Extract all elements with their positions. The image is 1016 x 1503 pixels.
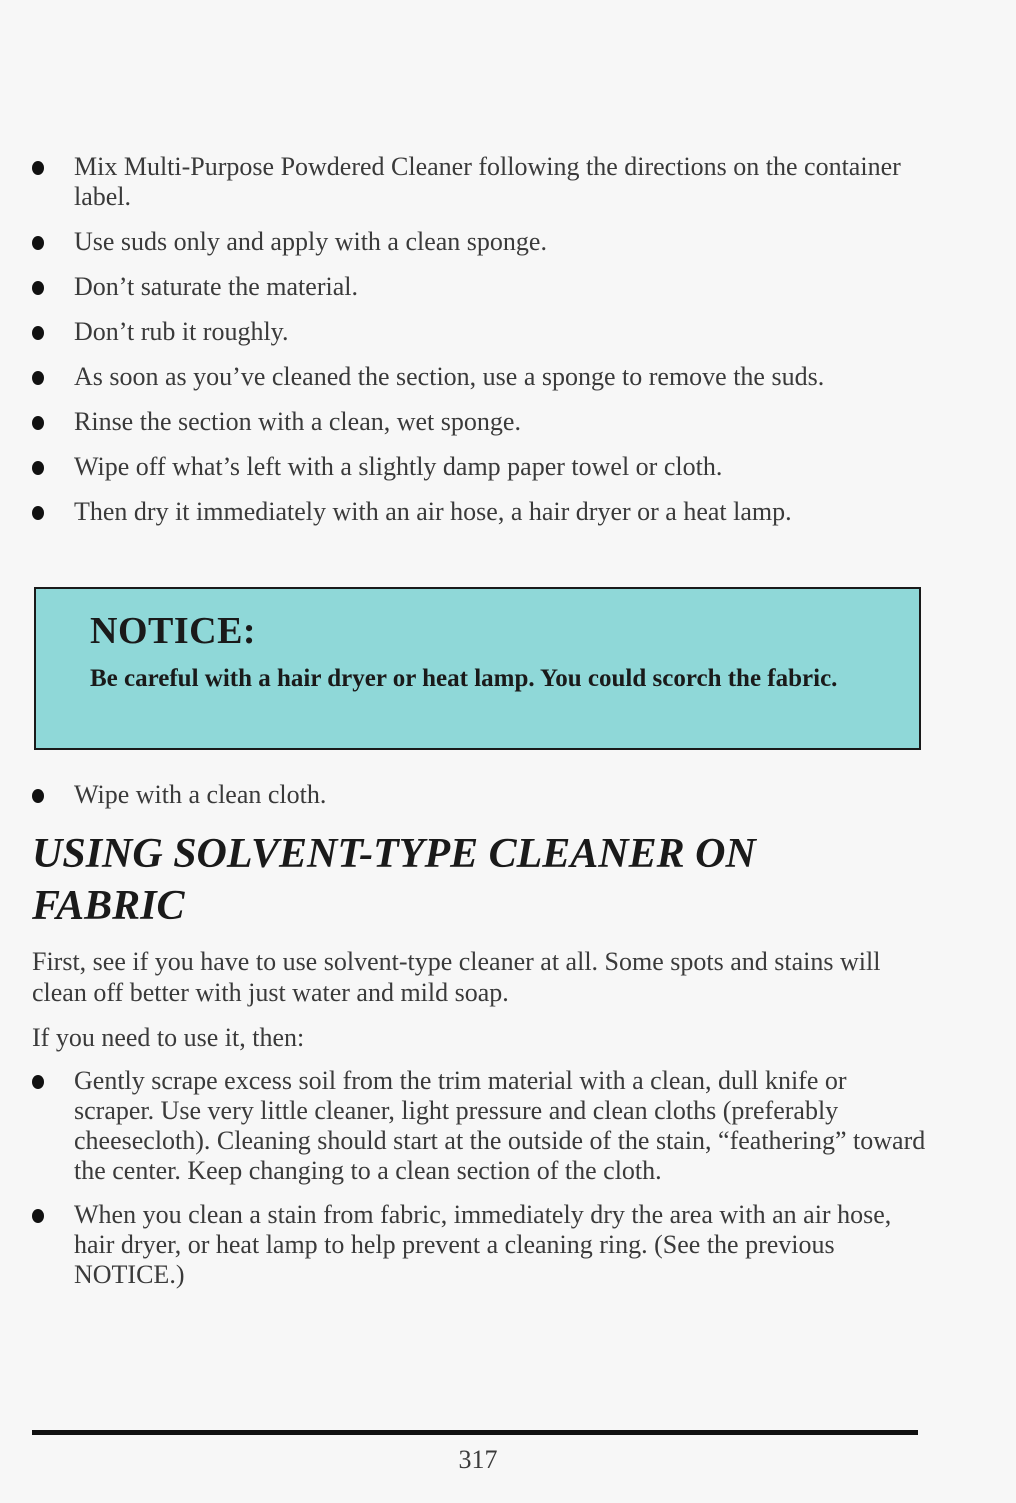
list-item bbox=[0, 497, 1016, 527]
bullet-icon bbox=[32, 371, 44, 385]
list-item-text: Use suds only and apply with a clean sponge. bbox=[74, 227, 547, 256]
bullet-icon bbox=[32, 461, 44, 475]
list-item bbox=[0, 152, 1016, 212]
list-item bbox=[0, 272, 1016, 302]
list-item-text: When you clean a stain from fabric, immediately dry the area with an air hose, hair dryer, or heat lamp to help prevent a cleaning ring. (See the previous NOTICE.) bbox=[74, 1200, 892, 1289]
bullet-icon bbox=[32, 1075, 44, 1089]
list-item bbox=[0, 407, 1016, 437]
notice-box bbox=[34, 587, 921, 750]
bullet-icon bbox=[32, 506, 44, 520]
list-item-text: As soon as you’ve cleaned the section, use a sponge to remove the suds. bbox=[74, 362, 825, 391]
list-item-text: Don’t saturate the material. bbox=[74, 272, 358, 301]
intro-paragraph: First, see if you have to use solvent-type cleaner at all. Some spots and stains will clean off better with just water and mild soap. bbox=[32, 947, 881, 1007]
lead-in-text: If you need to use it, then: bbox=[32, 1023, 305, 1052]
list-item-text: Rinse the section with a clean, wet sponge. bbox=[74, 407, 521, 436]
bullet-icon bbox=[32, 1209, 44, 1223]
cleaning-steps-list bbox=[0, 152, 1016, 527]
page-number: 317 bbox=[458, 1445, 498, 1474]
notice-body: Be careful with a hair dryer or heat lamp. You could scorch the fabric. bbox=[90, 665, 838, 692]
bullet-icon bbox=[32, 326, 44, 340]
solvent-steps-list bbox=[0, 1066, 1016, 1290]
list-item-text: Wipe with a clean cloth. bbox=[74, 780, 327, 809]
list-item-text: Don’t rub it roughly. bbox=[74, 317, 289, 346]
list-item bbox=[0, 362, 1016, 392]
list-item bbox=[0, 317, 1016, 347]
section-heading: USING SOLVENT-TYPE CLEANER ON FABRIC bbox=[32, 831, 756, 929]
list-item bbox=[0, 780, 1016, 810]
footer-divider bbox=[32, 1430, 918, 1435]
notice-title: NOTICE: bbox=[90, 610, 257, 652]
bullet-icon bbox=[32, 789, 44, 803]
bullet-icon bbox=[32, 281, 44, 295]
bullet-icon bbox=[32, 416, 44, 430]
list-item-text: Wipe off what’s left with a slightly damp paper towel or cloth. bbox=[74, 452, 723, 481]
after-notice-list bbox=[0, 780, 1016, 810]
list-item bbox=[0, 1066, 1016, 1186]
list-item bbox=[0, 452, 1016, 482]
list-item-text: Then dry it immediately with an air hose, a hair dryer or a heat lamp. bbox=[74, 497, 792, 526]
list-item bbox=[0, 227, 1016, 257]
list-item-text: Mix Multi-Purpose Powdered Cleaner following the directions on the container label. bbox=[74, 152, 901, 211]
bullet-icon bbox=[32, 161, 44, 175]
bullet-icon bbox=[32, 236, 44, 250]
list-item bbox=[0, 1200, 1016, 1290]
list-item-text: Gently scrape excess soil from the trim material with a clean, dull knife or scraper. Use very little cleaner, light pressure and clean cloths (preferably cheesecloth). Cleaning should start at the outside of the stain, “feathering” toward the center. Keep changing to a clean section of the cloth. bbox=[74, 1066, 926, 1185]
